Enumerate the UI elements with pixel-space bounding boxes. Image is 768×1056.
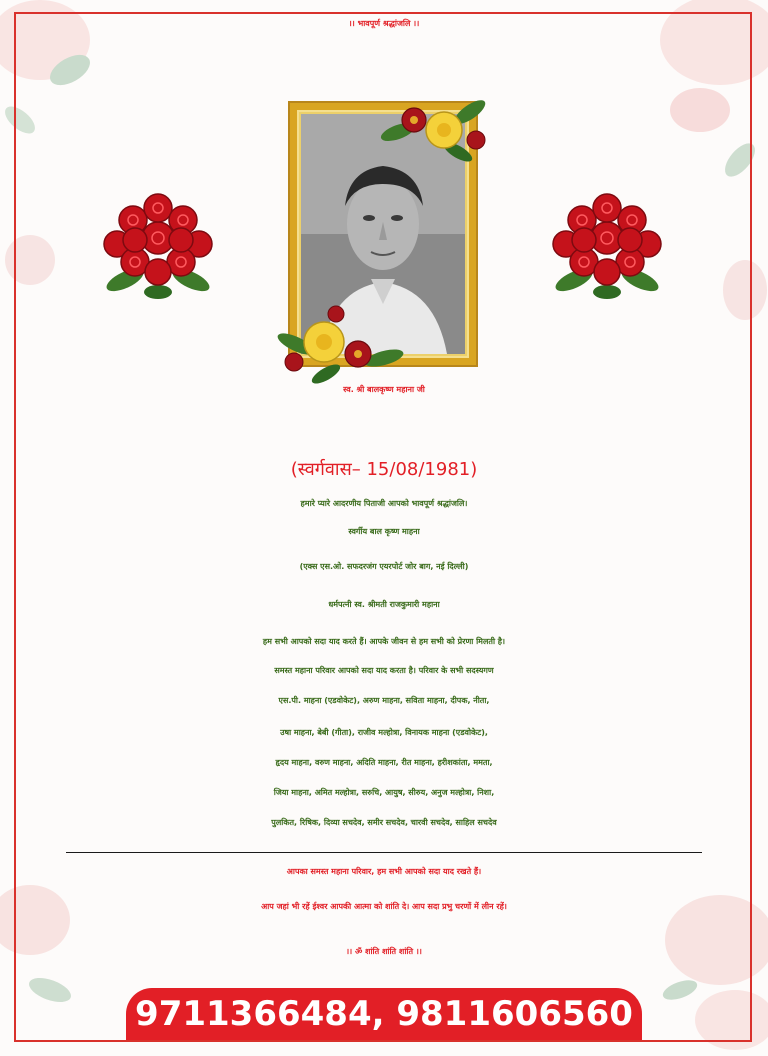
tribute-line: उषा माहना, बेबी (गीता), राजीव मल्होत्रा, विनायक माहना (एडवोकेट), xyxy=(280,728,488,737)
tribute-line: पुलकित, रिषिक, दिव्या सचदेव, समीर सचदेव, चारवी सचदेव, साहिल सचदेव xyxy=(271,818,497,827)
flower-decoration-icon xyxy=(378,92,490,168)
tribute-line: हृदय माहना, वरुण माहना, अदिति माहना, रीत माहना, हरीशकांता, ममता, xyxy=(275,758,493,767)
divider xyxy=(66,852,702,853)
tribute-line: स्वर्गीय बाल कृष्ण माहना xyxy=(348,527,420,536)
tribute-line: (एक्स एस.ओ. सफदरजंग एयरपोर्ट जोर बाग, नई दिल्ली) xyxy=(299,562,469,571)
page-title: ।। भावपूर्ण श्रद्धांजलि ।। xyxy=(348,19,420,28)
deceased-name: स्व. श्री बालकृष्ण महाना जी xyxy=(343,385,425,394)
demise-date: (स्वर्गवास– 15/08/1981) xyxy=(290,459,478,480)
closing-line: आप जहां भी रहें ईश्वर आपकी आत्मा को शांति दे। आप सदा प्रभु चरणों में लीन रहें। xyxy=(261,902,507,911)
flower-decoration-icon xyxy=(276,300,406,390)
tribute-line: जिया माहना, अमित मल्होत्रा, सरुचि, आयुष, सीरुय, अनुज मल्होत्रा, निशा, xyxy=(273,788,495,797)
rose-bouquet-icon xyxy=(544,180,670,302)
tribute-line: एस.पी. माहना (एडवोकेट), अरुण माहना, सविता माहना, दीपक, नीता, xyxy=(278,696,490,705)
closing-line: आपका समस्त महाना परिवार, हम सभी आपको सदा याद रखते हैं। xyxy=(286,867,482,876)
tribute-line: धर्मपत्नी स्व. श्रीमती राजकुमारी महाना xyxy=(328,600,440,609)
tribute-line: हम सभी आपको सदा याद करते हैं। आपके जीवन से हम सभी को प्रेरणा मिलती है। xyxy=(262,637,506,646)
tribute-line: हमारे प्यारे आदरणीय पिताजी आपको भावपूर्ण श्रद्धांजलि। xyxy=(300,499,468,508)
tribute-line: समस्त महाना परिवार आपको सदा याद करता है। परिवार के सभी सदस्यगण xyxy=(274,666,494,675)
contact-phones: 9711366484, 9811606560 xyxy=(126,988,642,1040)
shanti-text: ।। ॐ शांति शांति शांति ।। xyxy=(346,947,422,956)
rose-bouquet-icon xyxy=(95,180,221,302)
